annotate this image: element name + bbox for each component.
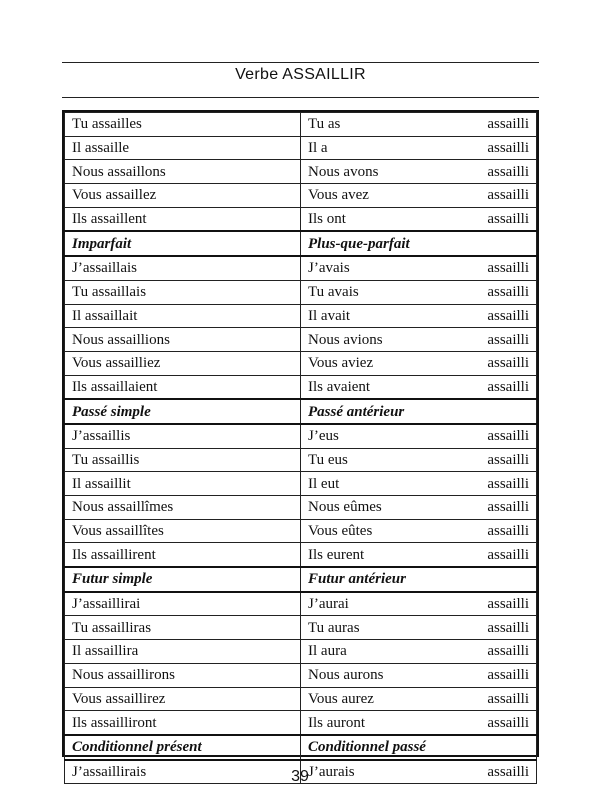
auxiliary-form: Il avait	[308, 307, 351, 324]
conjugation-row	[65, 640, 537, 664]
tense-name-simple: Conditionnel présent	[65, 735, 301, 760]
past-participle: assailli	[487, 499, 529, 516]
conjugation-row	[65, 592, 537, 616]
header-rule-top	[62, 62, 539, 63]
tense-name-compound: Plus-que-parfait	[301, 231, 537, 256]
past-participle: assailli	[487, 140, 529, 157]
conjugation-row	[65, 256, 537, 280]
compound-form-cell	[301, 616, 537, 640]
simple-form-cell: J’assaillais	[65, 256, 301, 280]
compound-form-cell	[301, 687, 537, 711]
auxiliary-form: Vous avez	[308, 187, 369, 204]
past-participle: assailli	[487, 187, 529, 204]
conjugation-row	[65, 207, 537, 231]
tense-header-row	[65, 231, 537, 256]
tense-name-compound: Passé antérieur	[301, 399, 537, 424]
simple-form-cell: Vous assaillez	[65, 184, 301, 208]
tense-header-row	[65, 399, 537, 424]
conjugation-row	[65, 328, 537, 352]
compound-form-cell	[301, 663, 537, 687]
simple-form-cell: Ils assaillent	[65, 207, 301, 231]
simple-form-cell: Ils assailliront	[65, 711, 301, 735]
compound-form-cell	[301, 160, 537, 184]
tense-name-simple: Futur simple	[65, 567, 301, 592]
past-participle: assailli	[487, 428, 529, 445]
past-participle: assailli	[487, 546, 529, 563]
conjugation-row	[65, 687, 537, 711]
auxiliary-form: J’avais	[308, 260, 350, 277]
compound-form-cell	[301, 375, 537, 399]
compound-form-cell	[301, 519, 537, 543]
past-participle: assailli	[487, 331, 529, 348]
simple-form-cell: Nous assaillons	[65, 160, 301, 184]
simple-form-cell: J’assaillirais	[65, 760, 301, 784]
conjugation-row	[65, 663, 537, 687]
compound-form-cell	[301, 592, 537, 616]
compound-form-cell	[301, 280, 537, 304]
conjugation-row	[65, 472, 537, 496]
conjugation-row	[65, 543, 537, 567]
compound-form-cell	[301, 136, 537, 160]
auxiliary-form: Il eut	[308, 475, 340, 492]
past-participle: assailli	[487, 163, 529, 180]
tense-header-row	[65, 735, 537, 760]
auxiliary-form: Tu as	[308, 116, 341, 133]
past-participle: assailli	[487, 284, 529, 301]
conjugation-row	[65, 711, 537, 735]
simple-form-cell: Vous assailliez	[65, 351, 301, 375]
simple-form-cell: Nous assaillîmes	[65, 496, 301, 520]
past-participle: assailli	[487, 355, 529, 372]
compound-form-cell	[301, 448, 537, 472]
simple-form-cell: Vous assaillirez	[65, 687, 301, 711]
past-participle: assailli	[487, 116, 529, 133]
conjugation-table-body	[65, 113, 537, 784]
auxiliary-form: Nous aurons	[308, 667, 384, 684]
past-participle: assailli	[487, 475, 529, 492]
conjugation-row	[65, 351, 537, 375]
compound-form-cell	[301, 184, 537, 208]
compound-form-cell	[301, 424, 537, 448]
conjugation-row	[65, 519, 537, 543]
past-participle: assailli	[487, 260, 529, 277]
compound-form-cell	[301, 351, 537, 375]
compound-form-cell	[301, 256, 537, 280]
auxiliary-form: J’aurai	[308, 596, 349, 613]
past-participle: assailli	[487, 451, 529, 468]
tense-name-simple: Passé simple	[65, 399, 301, 424]
compound-form-cell	[301, 113, 537, 137]
simple-form-cell: Il assaillait	[65, 304, 301, 328]
auxiliary-form: Il a	[308, 140, 328, 157]
past-participle: assailli	[487, 714, 529, 731]
conjugation-row	[65, 184, 537, 208]
past-participle: assailli	[487, 690, 529, 707]
compound-form-cell	[301, 543, 537, 567]
simple-form-cell: Tu assailles	[65, 113, 301, 137]
auxiliary-form: Il aura	[308, 643, 347, 660]
compound-form-cell	[301, 640, 537, 664]
auxiliary-form: Tu eus	[308, 451, 348, 468]
conjugation-row	[65, 304, 537, 328]
tense-name-compound: Conditionnel passé	[301, 735, 537, 760]
past-participle: assailli	[487, 763, 529, 780]
simple-form-cell: Nous assaillirons	[65, 663, 301, 687]
past-participle: assailli	[487, 378, 529, 395]
compound-form-cell	[301, 304, 537, 328]
auxiliary-form: Vous aurez	[308, 690, 374, 707]
tense-header-row	[65, 567, 537, 592]
conjugation-row	[65, 448, 537, 472]
conjugation-row	[65, 280, 537, 304]
simple-form-cell: Tu assaillis	[65, 448, 301, 472]
simple-form-cell: Il assaille	[65, 136, 301, 160]
header-rule-bottom	[62, 97, 539, 98]
auxiliary-form: Ils avaient	[308, 378, 371, 395]
simple-form-cell: Tu assaillais	[65, 280, 301, 304]
conjugation-row	[65, 424, 537, 448]
simple-form-cell: J’assaillirai	[65, 592, 301, 616]
auxiliary-form: J’eus	[308, 428, 339, 445]
simple-form-cell: Tu assailliras	[65, 616, 301, 640]
compound-form-cell	[301, 711, 537, 735]
compound-form-cell	[301, 472, 537, 496]
conjugation-row	[65, 113, 537, 137]
conjugation-row	[65, 496, 537, 520]
compound-form-cell	[301, 207, 537, 231]
past-participle: assailli	[487, 523, 529, 540]
auxiliary-form: Nous avions	[308, 331, 383, 348]
past-participle: assailli	[487, 667, 529, 684]
past-participle: assailli	[487, 211, 529, 228]
auxiliary-form: Vous eûtes	[308, 523, 373, 540]
past-participle: assailli	[487, 596, 529, 613]
simple-form-cell: Nous assaillions	[65, 328, 301, 352]
auxiliary-form: Tu auras	[308, 619, 360, 636]
conjugation-row	[65, 616, 537, 640]
tense-name-compound: Futur antérieur	[301, 567, 537, 592]
simple-form-cell: Ils assaillirent	[65, 543, 301, 567]
auxiliary-form: Nous avons	[308, 163, 379, 180]
simple-form-cell: Il assaillira	[65, 640, 301, 664]
past-participle: assailli	[487, 307, 529, 324]
simple-form-cell: Il assaillit	[65, 472, 301, 496]
tense-name-simple: Imparfait	[65, 231, 301, 256]
page-title: Verbe ASSAILLIR	[235, 66, 366, 83]
auxiliary-form: Ils eurent	[308, 546, 365, 563]
auxiliary-form: Tu avais	[308, 284, 359, 301]
page-number: 39	[291, 768, 309, 785]
compound-form-cell	[301, 328, 537, 352]
simple-form-cell: Ils assaillaient	[65, 375, 301, 399]
auxiliary-form: J’aurais	[308, 763, 355, 780]
auxiliary-form: Nous eûmes	[308, 499, 382, 516]
simple-form-cell: J’assaillis	[65, 424, 301, 448]
compound-form-cell	[301, 496, 537, 520]
auxiliary-form: Ils auront	[308, 714, 366, 731]
auxiliary-form: Vous aviez	[308, 355, 374, 372]
past-participle: assailli	[487, 619, 529, 636]
conjugation-row	[65, 136, 537, 160]
conjugation-row	[65, 160, 537, 184]
past-participle: assailli	[487, 643, 529, 660]
auxiliary-form: Ils ont	[308, 211, 346, 228]
conjugation-row	[65, 375, 537, 399]
simple-form-cell: Vous assaillîtes	[65, 519, 301, 543]
